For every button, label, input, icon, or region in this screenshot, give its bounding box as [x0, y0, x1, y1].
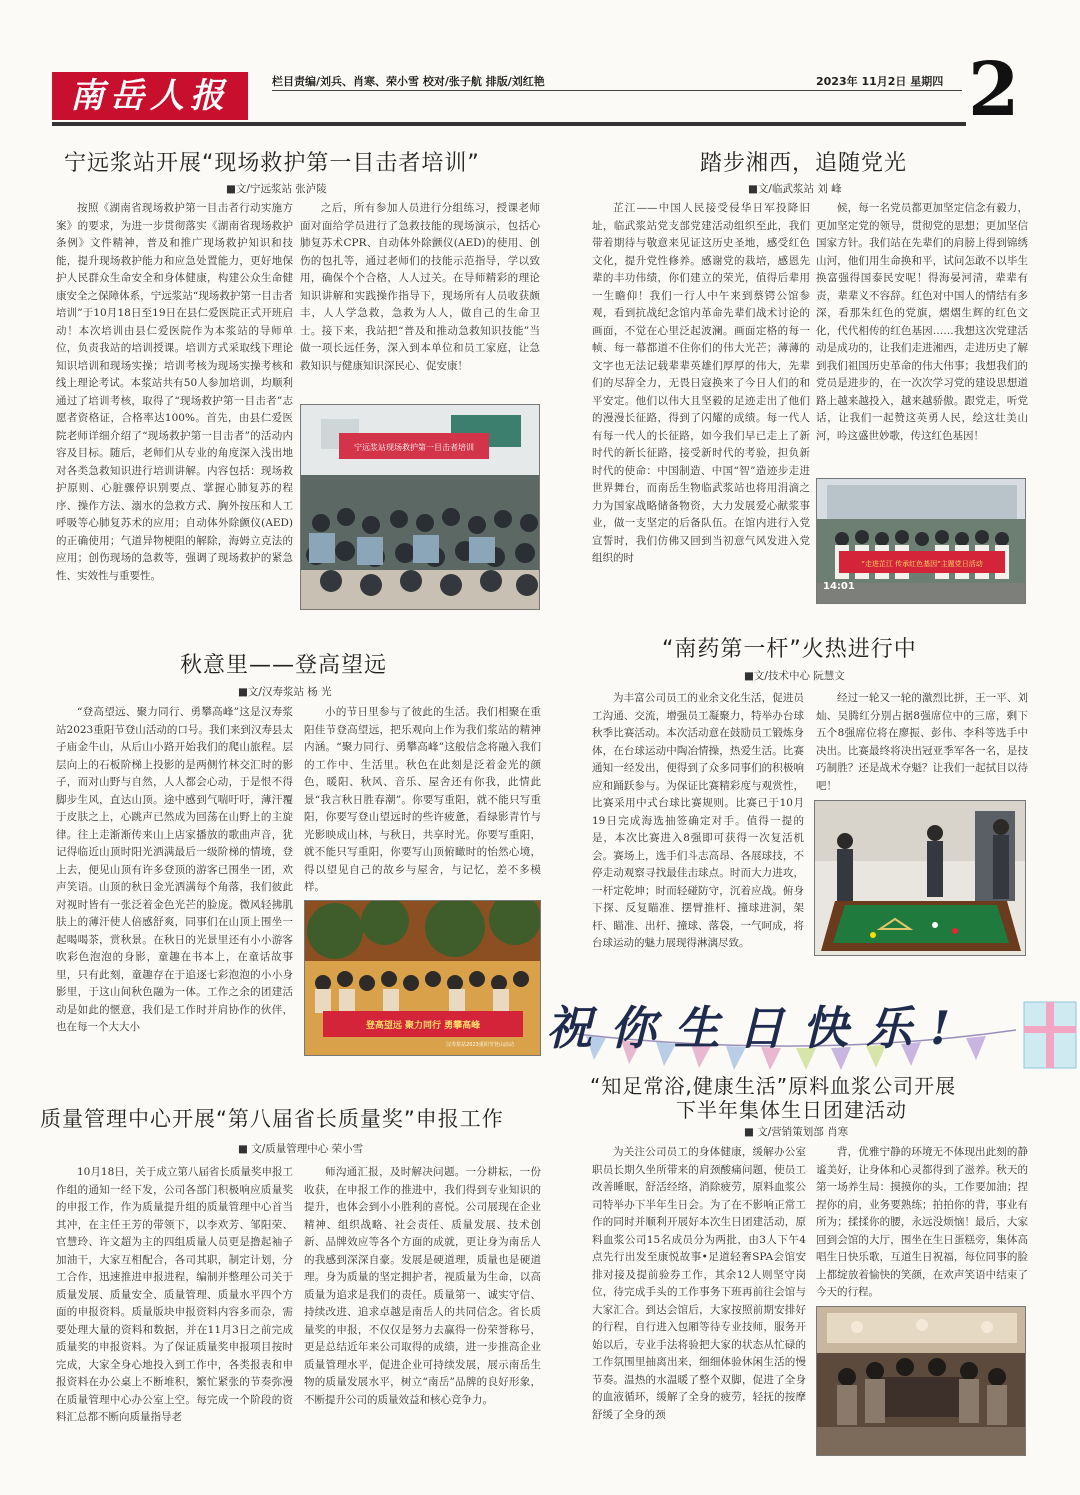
photo-climbing-image — [305, 901, 541, 1056]
article-title-billiards: “南药第一杆”火热进行中 — [662, 637, 917, 662]
article-body-xiangxi-col1: 芷江——中国人民接受侵华日军投降旧址，临武浆站党支部党建活动组织至此，我们带着期待与敬意来见证这历史圣地，感受红色文化，提升党性修养。感谢党的栽培，感恩先辈的丰功伟绩，你们建立的荣光，值得后辈用一生瞻仰！我们一行人中午来到蔡锷公馆参观，看到抗战纪念馆内革命先辈们战术讨论的画面，不觉在心里泛起波澜。画面定格的每一帧、每一幕都道不住你们的伟大光芒；薄薄的文字也无法记载辈辈英雄们厚厚的伟大，先辈们的尽辞全力，无畏日寇换来了今日人们的和平安定。他们以伟大且坚毅的足迹走出了他们的漫漫长征路，得到了闪耀的成绩。每一代人有每一代人的长征路，如今我们早已走上了新时代的新长征路，接受新时代的考验，担负新时代的使命：中国制造、中国“智”造迹步走进世界舞台，而南岳生物临武浆站也将用涓滴之力为国家战略储备物资，大力发展爱心献浆事业，做一支坚定的后备队伍。在馆内进行入党宣誓时，我们仿佛又回到当初意气风发进入党组织的时 — [592, 202, 810, 564]
article-byline-climbing: ■文/汉寿浆站 杨 光 — [238, 686, 332, 698]
photo-billiards-image — [815, 801, 1026, 956]
article-body-billiards-col1: 为丰富公司员工的业余文化生活，促进员工沟通、交流，增强员工凝聚力，特举办台球秋季比赛活动。本次活动意在鼓励员工锻炼身体，在台球运动中陶冶情操，热爱生活。比赛通知一经发出，便得到了众多同事们的积极响应和踊跃参与。为保证比赛精彩度与观赏性，比赛采用中式台球比赛规则。比赛已于10月19日完成海选抽签确定对手。值得一提的是，本次比赛进入8强即可获得一次复活机会。赛场上，选手们斗志高昂、各展球技，不停走动观察寻找最佳击球点。时而大力进攻，一杆定乾坤；时而轻碰防守，沉着应战。俯身下探、反复瞄准、摆臂推杆、撞球进洞，架杆、瞄准、出杆、撞球、落袋，一气呵成，将台球运动的魅力展现得淋漓尽致。 — [592, 692, 804, 949]
article-body-first-aid-col2: 之后，所有参加人员进行分组练习，授课老师面对面给学员进行了急救技能的现场演示，包括心肺复苏术CPR、自动体外除颤仪(AED)的使用、创伤的包扎等，通过老师们的技能示范指导，学以致用，确保个个合格，人人过关。在导师精彩的理论知识讲解和实践操作指导下，现场所有人员收获颇丰，人人学急救，急救为人人，做自己的生命卫士。接下来，我站把“普及和推动急救知识技能”当做一项长远任务，深入到本单位和员工家庭，让急救知识与健康知识深民心、促安康！ — [300, 202, 540, 372]
article-body-birthday-col2: 背，优雅宁静的环境无不体现出此刻的静谧美好，让身体和心灵都得到了滋养。秋天的第一场养生局：摸摸你的头，工作要加油；捏捏你的肩，业务要熟练；拍拍你的背，事业有所为；揉揉你的腰，永远没烦恼！最后，大家回到会馆的大厅，围坐在生日蛋糕旁，集体高唱生日快乐歌，互道生日祝福，每位同事的脸上都绽放着愉快的笑颜，在欢声笑语中结束了今天的行程。 — [816, 1146, 1028, 1298]
article-body-billiards-col2: 经过一轮又一轮的激烈比拼，王一平、刘灿、吴腾红分别占据8强席位中的三席，剩下五个8强席位将在廖振、彭伟、李科等选手中决出。比赛最终将决出冠亚季军各一名，是技巧制胜？还是战术夺魁？让我们一起拭目以待吧！ — [816, 692, 1028, 792]
logo-text: 南岳人报 — [70, 76, 230, 116]
photo-climbing-banner-text: 登高望远 聚力同行 勇攀高峰 — [365, 1021, 481, 1031]
article-title-climbing: 秋意里——登高望远 — [180, 653, 388, 678]
birthday-greeting: 祝你生日快乐! — [546, 1001, 969, 1055]
article-title-birthday-line2: 下半年集体生日团建活动 — [676, 1098, 907, 1122]
photo-xiangxi-timestamp: 14:01 — [823, 581, 855, 592]
article-body-quality-col1: 10月18日，关于成立第八届省长质量奖申报工作组的通知一经下发，公司各部门积极响应质量奖的申报工作，作为质量提升组的质量管理中心首当其冲，在主任王芳的带领下，以李欢芳、邹阳荣、官慧玲、许文超为主的四组质量人员更是撸起袖子加油干，大家互相配合，各司其职，制定计划，分工合作，迅速推进申报进程，编制并整理公司关于质量发展、质量安全、质量管理、质量水平四个方面的申报资料。质量版块申报资料内容多而杂，需要处理大量的资料和数据，并在11月3日之前完成质量奖的申报资料。为了保证质量奖申报项目按时完成，大家全身心地投入到工作中，各类报表和申报资料在办公桌上不断堆积，繁忙紧张的节奏弥漫在质量管理中心办公室上空。每完成一个阶段的资料汇总都不断向质量指导老 — [56, 1166, 293, 1423]
photo-birthday-party — [816, 1306, 1026, 1456]
article-byline-xiangxi: ■文/临武浆站 刘 峰 — [748, 183, 842, 195]
article-byline-first-aid: ■文/宁远浆站 张泸陵 — [226, 183, 327, 195]
newspaper-logo — [52, 72, 248, 120]
article-byline-billiards: ■文/技术中心 阮慧文 — [744, 670, 845, 682]
article-body-climbing-col1: “登高望远、聚力同行、勇攀高峰”这是汉寿浆站2023重阳节登山活动的口号。我们来到汉寿县太子庙金牛山，从后山小路开始我们的爬山旅程。层层向上的石板阶梯上投影的是两侧竹林交汇时的影子，而对山野与自然，人人都会心动，于是恨不得脚步生风，直达山顶。途中感到气喘吁吁，薄汗覆于皮肤之上，心跳声已然成为回荡在山野上的主旋律。往上走渐渐传来山上店家播放的歌曲声音，犹记得临近山顶时阳光洒满最后一级阶梯的情境，登上去，便见山顶有许多登顶的游客已围坐一团，欢声笑语。山顶的秋日金光洒满每个角落，我们彼此对视时皆有一张泛着金色光芒的脸庞。微风轻拂肌肤上的薄汗使人倍感舒爽，同事们在山顶上围坐一起喝喝茶，赏秋景。在秋日的光景里还有小小游客吹彩色泡泡的身影，童趣在书本上，在童话故事里，只有此刻，童趣存在于追逐七彩泡泡的小小身影里，于这山间秋色融为一体。工作之余的团建活动是如此的惬意，我们是工作时并肩协作的伙伴，也在每一个大大小 — [56, 706, 293, 1033]
photo-birthday-image — [817, 1307, 1026, 1456]
editor-credits: 栏目责编/刘兵、肖寒、荣小雪 校对/张子航 排版/刘红艳 — [272, 75, 545, 88]
article-title-quality: 质量管理中心开展“第八届省长质量奖”申报工作 — [40, 1107, 504, 1131]
article-body-first-aid-col1: 按照《湖南省现场救护第一目击者行动实施方案》的要求，为进一步贯彻落实《湖南省现场救护条例》文件精神，普及和推广现场救护知识和技能，提升现场救护能力和应急处置能力，更好地保护人民群众生命安全和身体健康，构建公众生命健康安全之保障体系，宁远浆站“现场救护第一目击者培训”于10月18日至19日在县仁爱医院正式开班启动！本次培训由县仁爱医院作为本浆站的导师单位，负责我站的培训授课。培训方式采取线下理论知识培训和现场实操；培训考核为现场实操考核和线上理论考试。本浆站共有50人参加培训，均顺利通过了培训考核，取得了“现场救护第一目击者”志愿者资格证，合格率达100%。首先，由县仁爱医院老师详细介绍了“现场救护第一目击者”的活动内容及目标。随后，老师们从专业的角度深入浅出地对各类急救知识进行培训讲解。内容包括：现场救护原则、心脏骤停识别要点、掌握心肺复苏的程序、操作方法、溺水的急救方式、胸外按压和人工呼吸等心肺复苏术的应用；自动体外除颤仪(AED)的正确使用；气道异物梗阻的解除，海姆立克法的应用；创伤现场的急救等，强调了现场救护的紧急性、实效性与重要性。 — [56, 202, 293, 582]
article-title-xiangxi: 踏步湘西，追随党光 — [700, 151, 908, 176]
photo-xiangxi-image — [817, 479, 1026, 604]
page-number: 2 — [968, 47, 1020, 133]
article-body-birthday-col1: 为关注公司员工的身体健康，缓解办公室职员长期久坐所带来的肩颈酸痛问题，使员工改善睡眠，舒活经络，消除疲劳，原料血浆公司特举办下半年生日会。为了在不影响正常工作的同时并顺利开展好本次生日团建活动，原料血浆公司15名成员分为两批，由3人下午4点先行出发至康悦故事•足道轻奢SPA会馆安排对接及提前验券工作，其余12人则坚守岗位，待完成手头的工作事务下班再前往会馆与大家汇合。到达会馆后，大家按照前期安排好的行程，自行进入包厢等待专业技师，服务开始以后，专业手法将验把大家的状态从忙碌的工作氛围里抽离出来，细细体验休闲生活的慢节奏。温热的水温暖了整个双脚，促进了全身的血液循环，缓解了全身的疲劳，轻抚的按摩舒缓了全身的颈 — [592, 1146, 806, 1421]
photo-climbing-subtitle: 汉寿浆站2023重阳节登山活动 — [446, 1042, 514, 1048]
photo-first-aid-image — [301, 405, 540, 610]
photo-first-aid-training — [300, 404, 540, 610]
masthead-rule — [272, 90, 962, 91]
article-title-first-aid: 宁远浆站开展“现场救护第一目击者培训” — [64, 151, 480, 176]
photo-xiangxi-group — [816, 478, 1026, 604]
article-body-xiangxi-col2: 候，每一名党员都更加坚定信念有毅力，更加坚定党的领导，贯彻党的思想；更加坚信国家方针。我们站在先辈们的肩膀上得到锦绣山河，他们用生命换和平，试问怎敢不以毕生换富强得国泰民安呢！得海晏河清，辈辈有责，辈辈义不容辞。红色对中国人的情结有多深，看那朱红色的党旗，熠熠生辉的红色文化，代代相传的红色基因……我想这次党建活动是成功的，让我们走进湘西，走进历史了解到我们祖国历史革命的伟大伟事；我想我们的党员是进步的，在一次次学习党的建设思想道路上越来越投入，越来越骄傲。跟党走，听党话，让我们一起赞这英勇人民，绘这壮美山河，吟这盛世妙歌，传这红色基因！ — [816, 202, 1028, 442]
photo-climbing-group — [304, 900, 541, 1056]
article-title-birthday-line1: “知足常浴,健康生活”原料血浆公司开展 — [590, 1074, 957, 1098]
article-body-quality-col2: 师沟通汇报，及时解决问题。一分耕耘，一份收获，在申报工作的推进中，我们得到专业知识的提升，也体会到小小胜利的喜悦。公司展现在企业精神、组织战略、社会责任、质量发展、技术创新、品牌效应等各个方面的成就，更让身为南岳人的我感到深深自豪。发展是硬道理，质量也是硬道理。身为质量的坚定拥护者，视质量为生命，以高质量为追求是我们的责任。质量第一、诚实守信、持续改进、追求卓越是南岳人的共同信念。省长质量奖的申报，不仅仅是努力去赢得一份荣誉称号，更是总结近年来公司取得的成绩，进一步推高企业质量管理水平，促进企业可持续发展，展示南岳生物的质量发展水平，树立“南岳”品牌的良好形象，不断提升公司的质量效益和核心竞争力。 — [304, 1166, 541, 1406]
photo-xiangxi-banner-text: “走进芷江 传承红色基因”主题党日活动 — [861, 560, 983, 568]
article-body-climbing-col2: 小的节日里参与了彼此的生活。我们相聚在重阳佳节登高望远，把乐观向上作为我们浆站的精神内涵。“聚力同行、勇攀高峰”这般信念将融入我们的工作中、生活里。秋色在此刻是泛着金光的颜色，暖阳、秋风、音乐、屋舍还有你我，此情此景“我言秋日胜春潮”。你要写重阳，就不能只写重阳，你要写登山望远时的些许疲惫，看绿影青竹与光影映成山林，与秋日，共享时光。你要写重阳，就不能只写重阳，你要写山顶俯瞰时的怡然心境，得以望见自己的故乡与屋舍，与记忆，差不多模样。 — [304, 706, 541, 892]
masthead-divider — [52, 122, 966, 126]
photo-billiards-match — [814, 800, 1026, 956]
article-byline-birthday: ■ 文/营销策划部 肖寒 — [744, 1126, 849, 1138]
issue-date: 2023年 11月2日 星期四 — [816, 75, 944, 88]
photo-banner-text: 宁远浆站现场救护第一目击者培训 — [354, 443, 474, 452]
article-byline-quality: ■ 文/质量管理中心 荣小雪 — [238, 1143, 364, 1155]
